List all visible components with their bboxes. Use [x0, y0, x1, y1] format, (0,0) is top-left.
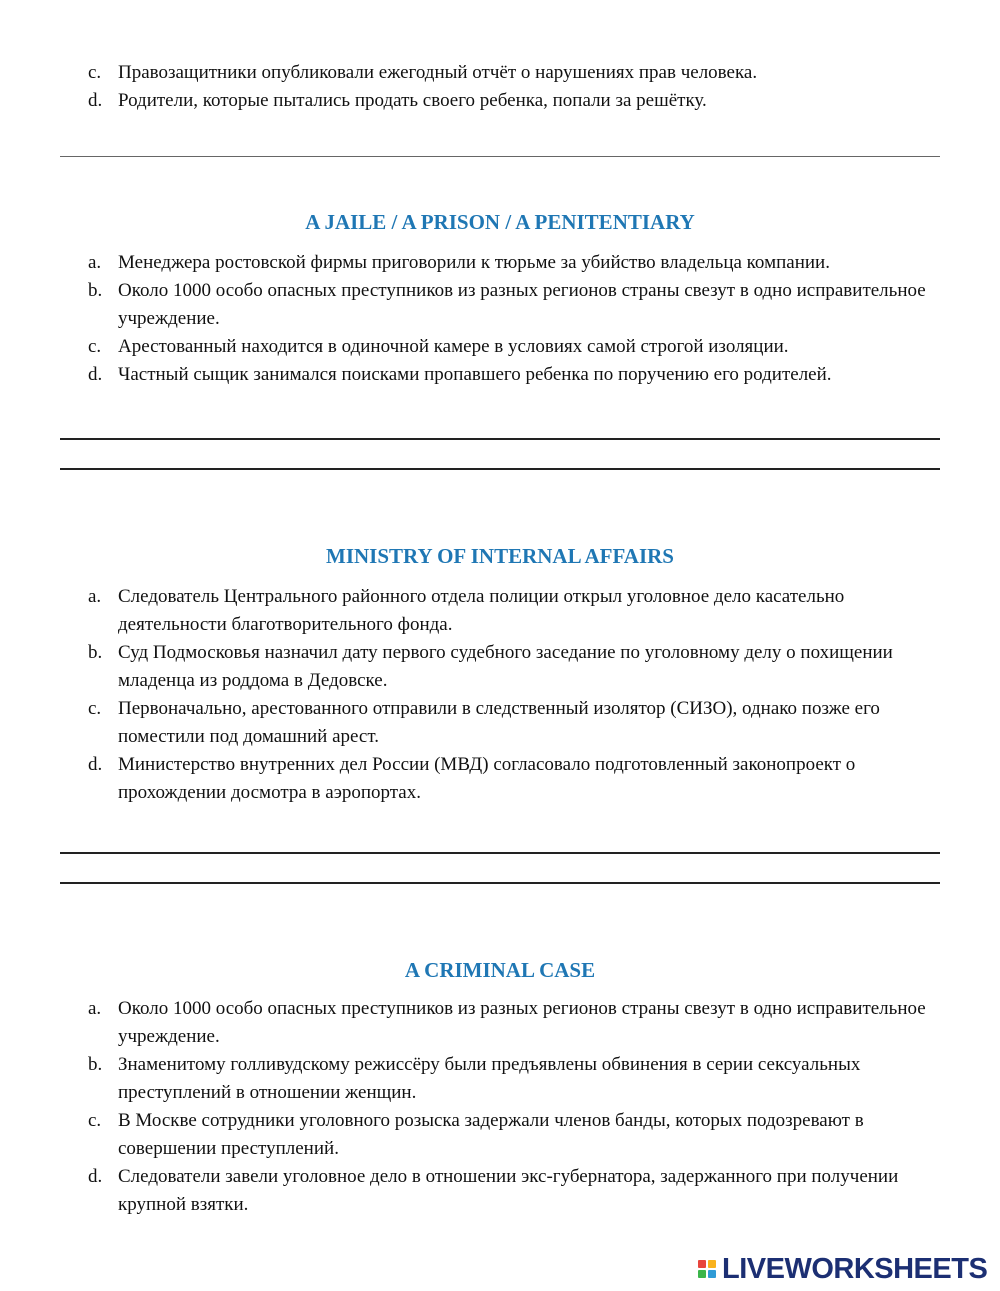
section2-list — [0, 583, 1000, 807]
item-text: Родители, которые пытались продать своего ребенка, попали за решётку. — [118, 90, 707, 111]
list-item — [0, 1107, 1000, 1163]
item-text: Около 1000 особо опасных преступников из разных регионов страны свезут в одно исправительное учреждение. — [118, 998, 926, 1047]
answer-line[interactable] — [60, 156, 940, 157]
item-text: В Москве сотрудники уголовного розыска задержали членов банды, которых подозревают в совершении преступлений. — [118, 1110, 864, 1159]
list-item — [0, 695, 1000, 751]
logo-text: LIVEWORKSHEETS — [722, 1253, 988, 1285]
section-heading-jail: A JAILE / A PRISON / A PENITENTIARY — [305, 210, 695, 234]
list-item — [0, 59, 1000, 87]
item-letter: d. — [88, 90, 103, 111]
list-item — [0, 995, 1000, 1051]
list-item — [0, 639, 1000, 695]
list-item — [0, 751, 1000, 807]
answer-line[interactable] — [60, 468, 940, 470]
section3-list — [0, 995, 1000, 1219]
logo-block — [698, 1260, 706, 1268]
item-text: Арестованный находится в одиночной камере в условиях самой строгой изоляции. — [118, 336, 789, 357]
section-heading-criminal-case: A CRIMINAL CASE — [404, 958, 596, 982]
item-letter: d. — [88, 1166, 103, 1187]
list-item — [0, 583, 1000, 639]
item-letter: c. — [88, 336, 102, 357]
list-item — [0, 277, 1000, 333]
list-item — [0, 87, 1000, 115]
item-letter: a. — [88, 252, 102, 273]
item-text: Первоначально, арестованного отправили в следственный изолятор (СИЗО), однако позже его поместили под домашний арест. — [118, 698, 880, 747]
item-text: Знаменитому голливудскому режиссёру были предъявлены обвинения в серии сексуальных преступлений в отношении женщин. — [118, 1054, 861, 1103]
item-letter: d. — [88, 364, 103, 385]
item-letter: c. — [88, 1110, 102, 1131]
item-letter: d. — [88, 754, 103, 775]
liveworksheets-logo[interactable] — [698, 1254, 987, 1284]
item-text: Следователи завели уголовное дело в отношении экс-губернатора, задержанного при получении крупной взятки. — [118, 1166, 899, 1215]
item-text: Частный сыщик занимался поисками пропавшего ребенка по поручению его родителей. — [118, 364, 832, 385]
list-item — [0, 249, 1000, 277]
list-item — [0, 333, 1000, 361]
list-item — [0, 1051, 1000, 1107]
answer-line[interactable] — [60, 882, 940, 884]
logo-blocks-icon — [698, 1260, 716, 1278]
item-text: Правозащитники опубликовали ежегодный отчёт о нарушениях прав человека. — [118, 62, 758, 83]
logo-block — [698, 1270, 706, 1278]
answer-line[interactable] — [60, 852, 940, 854]
answer-line[interactable] — [60, 438, 940, 440]
item-letter: b. — [88, 1054, 103, 1075]
item-letter: b. — [88, 642, 103, 663]
section-heading-ministry: MINISTRY OF INTERNAL AFFAIRS — [326, 544, 674, 568]
item-text: Суд Подмосковья назначил дату первого судебного заседание по уголовному делу о похищении младенца из роддома в Дедовске. — [118, 642, 893, 691]
list-item — [0, 1163, 1000, 1219]
item-text: Менеджера ростовской фирмы приговорили к тюрьме за убийство владельца компании. — [118, 252, 830, 273]
logo-block — [708, 1260, 716, 1268]
list-item — [0, 361, 1000, 389]
item-text: Около 1000 особо опасных преступников из разных регионов страны свезут в одно исправительное учреждение. — [118, 280, 926, 329]
logo-block — [708, 1270, 716, 1278]
item-letter: a. — [88, 998, 102, 1019]
item-letter: c. — [88, 698, 102, 719]
item-letter: b. — [88, 280, 103, 301]
item-letter: a. — [88, 586, 102, 607]
section0-list — [0, 59, 1000, 115]
item-letter: c. — [88, 62, 102, 83]
item-text: Следователь Центрального районного отдела полиции открыл уголовное дело касательно деятельности благотворительного фонда. — [118, 586, 845, 635]
item-text: Министерство внутренних дел России (МВД) согласовало подготовленный законопроект о прохождении досмотра в аэропортах. — [118, 754, 856, 803]
section1-list — [0, 249, 1000, 389]
